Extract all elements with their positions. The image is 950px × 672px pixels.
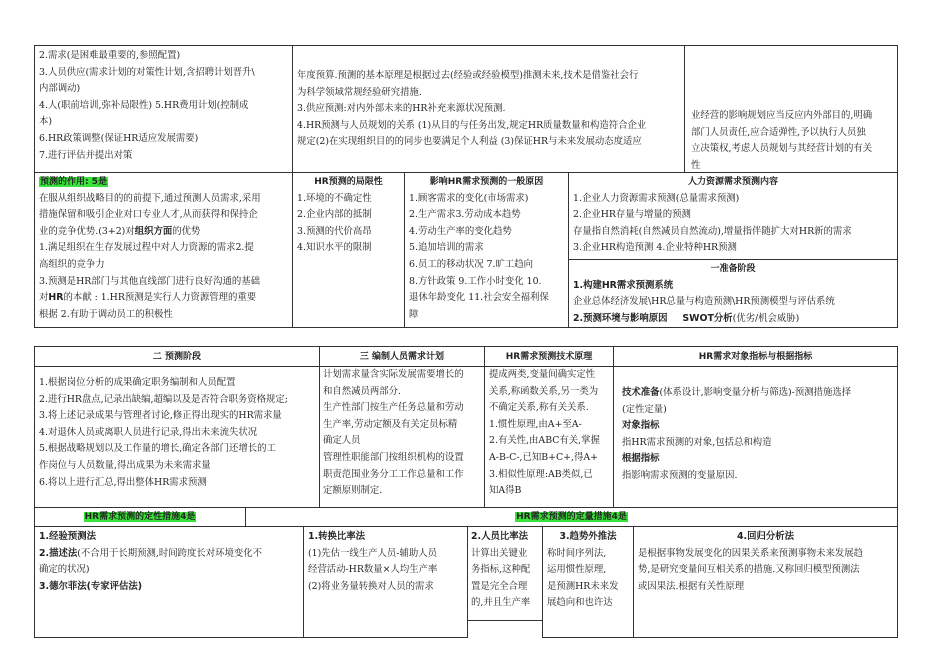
list-item: 3.预测的代价高昂 — [297, 225, 372, 237]
text-line: 指影响需求预测的变量原因. — [622, 469, 738, 481]
list-item: 4.对退休人员或离职人员进行记录,得出未来流失状况 — [39, 426, 258, 438]
bold-term: 根据指标 — [622, 453, 660, 465]
text-line: 运用惯性原理, — [547, 564, 607, 576]
list-item: 2.生产需求3.劳动成本趋势 — [409, 209, 521, 221]
text-line: 高组织的竞争力 — [39, 258, 105, 270]
text-line: 7.进行评估并提出对策 — [39, 149, 133, 161]
text-line: 部门人员责任,应合适弹性,予以执行人员独 — [691, 126, 866, 138]
text-line: 称时间序列法, — [547, 547, 607, 559]
method-title: 1.转换比率法 — [308, 531, 365, 542]
text-line: (定性定量) — [622, 403, 667, 415]
method-title: 3.趋势外推法 — [559, 531, 617, 542]
text-line: (体系设计,影响变量分析与筛选)-预测措施选择 — [659, 387, 852, 398]
text-line: 不确定关系,称有关关系. — [489, 402, 589, 414]
text-line: 的,并且生产率 — [471, 597, 531, 609]
text-line: 生产性部门按生产任务总量和劳动 — [323, 402, 464, 414]
text-line: 1.惯性原理,由A+至A- — [489, 418, 582, 430]
text-line: 6.HR政策调整(保证HR适应发展需要) — [39, 132, 199, 144]
list-item: 4.劳动生产率的变化趋势 — [409, 225, 512, 237]
list-item: 4.知识水平的限制 — [297, 242, 372, 254]
text-line: 为科学领域常规经验研究措施. — [297, 86, 422, 98]
list-item: 1.根据岗位分析的成果确定职务编制和人员配置 — [39, 377, 236, 388]
text-line: 生产率,劳动定额及有关定员标精 — [323, 418, 458, 430]
list-item: 1.构建HR需求预测系统 — [573, 279, 674, 291]
list-item: 3.企业HR构造预测 4.企业特种HR预测 — [573, 242, 737, 254]
bold-term: HR — [48, 292, 64, 304]
qualitative-methods-header — [34, 507, 246, 527]
list-item: 障 — [409, 308, 419, 320]
text-line: 确定人员 — [323, 435, 361, 447]
list-item: 存量指自然消耗(自然减员自然流动),增量指伴随扩大对HR新的需求 — [573, 225, 852, 237]
section-heading: HR预测的局限性 — [314, 177, 383, 187]
qualitative-methods-cell — [34, 526, 304, 638]
text-line: 展趋向和也许达 — [547, 597, 613, 609]
regression-analysis-cell — [633, 526, 898, 638]
list-item: 1.顾客需求的变化(市场需求) — [409, 192, 529, 204]
text-line: 关系,称函数关系,另一类为 — [489, 385, 599, 397]
list-item: 1.经验预测法 — [39, 531, 96, 542]
section-heading-highlight: 预测的作用: 5是 — [40, 177, 107, 187]
section-heading: HR需求对象指标与根据指标 — [698, 352, 813, 362]
text-line: 置是完全合理 — [471, 580, 528, 592]
section-heading: 一准备阶段 — [710, 264, 756, 274]
trend-extrapolation-cell — [542, 526, 634, 638]
text-line: 或因果法.根据有关性原理 — [638, 580, 745, 592]
preparation-stage-cell — [568, 259, 898, 328]
text-line: 计划需求量含实际发展需要增长的 — [323, 369, 464, 380]
demand-content-cell — [568, 172, 898, 260]
text-line: 1.满足组织在生存发展过程中对人力资源的需求2.提 — [39, 242, 254, 254]
list-item: 2.进行HR盘点,记录出缺编,超编以及是否符合职务资格规定; — [39, 393, 288, 405]
text-line: 管理性职能部门按组织机构的设置 — [323, 451, 464, 463]
text-line: 的优势 — [172, 225, 201, 237]
list-item: 6.员工的移动状况 7.旷工趋向 — [409, 258, 533, 270]
list-item: 退休年龄变化 11.社会安全福利保 — [409, 292, 549, 304]
top-middle-cell — [292, 45, 685, 173]
text-line: 是根据事物发展变化的因果关系来预测事物未来发展趋 — [638, 547, 864, 559]
text-line: 立决策权,考虑人员规划与其经营计划的有关 — [691, 143, 873, 155]
section-heading: HR需求预测技术原理 — [505, 352, 593, 362]
text-line: 经营活动-HR数量×人均生产率 — [308, 564, 438, 576]
text-line: 年度预算.预测的基本原理是根据过去(经验或经验模型)推测未来,技术是借鉴社会行 — [297, 70, 639, 81]
text-line: 对 — [39, 292, 49, 304]
text-line: 本) — [39, 116, 53, 128]
list-item: 5.根据战略规划以及工作量的增长,确定各部门还增长的工 — [39, 443, 276, 455]
section-heading: 人力资源需求预测内容 — [687, 177, 778, 187]
section-heading: 影响HR需求预测的一般原因 — [429, 177, 544, 187]
list-item: 1.企业人力资源需求预测(总量需求预测) — [573, 192, 740, 204]
text-line: 的本献 : 1.HR预测是实行人力资源管理的重要 — [63, 292, 257, 304]
list-item: 作岗位与人员数量,得出成果为未来需求量 — [39, 459, 211, 471]
text-line: 2.有关性,由ABC有关,掌握 — [489, 435, 600, 447]
technical-principle-cell — [484, 346, 614, 508]
text-line: 2.需求(是困难最重要的,参照配置) — [39, 50, 181, 61]
text-line: 3.供应预测:对内外部未来的HR补充来源状况预测. — [297, 103, 506, 115]
list-item: 5.追加培训的需求 — [409, 242, 484, 254]
list-item: 2.企业内部的抵制 — [297, 209, 372, 221]
text-line: 业经营的影响规划应当反应内外部目的,明确 — [691, 110, 873, 121]
text-line: 提成两类,变量间确实定性 — [489, 369, 596, 380]
text-line: (不合用于长期预测,时间跨度长对环境变化不 — [77, 547, 262, 559]
section-heading-highlight: HR需求预测的定性措施4是 — [84, 512, 196, 522]
quantitative-methods-header — [245, 507, 898, 527]
indicators-cell — [613, 346, 898, 508]
bold-term: 对象指标 — [622, 420, 660, 432]
list-item: 2.描述法 — [39, 547, 78, 559]
text-line: 是预测HR未来发 — [547, 580, 619, 592]
header-divider — [34, 366, 898, 367]
method-title: 4.回归分析法 — [737, 531, 794, 542]
text-line: 确定的状况) — [39, 564, 90, 576]
text-line: 内部调动) — [39, 83, 81, 95]
text-line: 业的竞争优势.(3+2)对 — [39, 225, 135, 237]
list-item: 1.环境的不确定性 — [297, 192, 372, 204]
text-line: 3.人员供应(需求计划的对策性计划,含招聘计划晋升\ — [39, 66, 255, 78]
text-line: 规定(2)在实现组织目的的同步也要满足个人利益 (3)保证HR与未来发展动态度适应 — [297, 136, 642, 148]
section-heading: 三 编制人员需求计划 — [359, 352, 445, 362]
bold-term: SWOT分析 — [682, 312, 733, 324]
text-line: 4.人(职前培训,弥补局限性) 5.HR费用计划(控制成 — [39, 99, 249, 111]
text-line: 职责范围业务分工工作总量和工作 — [323, 468, 464, 480]
bold-term: 技术准备 — [622, 387, 660, 398]
list-item: 3.德尔菲法(专家评估法) — [39, 580, 143, 592]
top-right-cell — [684, 45, 898, 173]
text-line: 和自然减员两部分. — [323, 385, 401, 397]
list-item: 3.将上述记录成果与管理者讨论,修正得出现实的HR需求量 — [39, 410, 282, 422]
text-line: 性 — [691, 159, 701, 171]
text-line: 4.HR预测与人员规划的关系 (1)从目的与任务出发,规定HR质量数量和构造符合企业 — [297, 119, 647, 131]
conversion-ratio-cell — [303, 526, 468, 638]
top-left-cell — [34, 45, 293, 173]
text-line: 措施保留和吸引企业对口专业人才,从而获得和保持企 — [39, 209, 258, 221]
influence-factors-cell — [404, 172, 569, 328]
text-line: 3.预测是HR部门与其他直线部门进行良好沟通的基础 — [39, 275, 261, 287]
bold-term: 组织方面 — [134, 225, 173, 237]
text-line: 定额原则制定. — [323, 485, 383, 497]
section-heading-highlight: HR需求预测的定量措施4是 — [516, 512, 627, 522]
limitations-cell — [292, 172, 405, 328]
staffing-plan-cell — [319, 346, 485, 508]
text-line: 知A得B — [489, 485, 522, 497]
text-line: (1)先估一线生产人员-辅助人员 — [308, 547, 437, 559]
text-line: 指HR需求预测的对象,包括总和构造 — [622, 436, 772, 448]
text-line: 计算出关键业 — [471, 547, 528, 559]
method-title: 2.人员比率法 — [471, 531, 528, 542]
text-line: 势,是研究变量间互相关系的措施.又称回归模型预测法 — [638, 564, 860, 576]
section-heading: 二 预测阶段 — [152, 352, 202, 362]
text-line: (优劣/机会威胁) — [732, 312, 800, 324]
text-line: 在服从组织战略目的的前提下,通过预测人员需求,采用 — [39, 192, 261, 204]
text-line: 务指标,这种配 — [471, 564, 531, 576]
list-item: 企业总体经济发展\HR总量与构造预测\HR预测模型与评估系统 — [573, 296, 835, 308]
prediction-role-cell — [34, 172, 293, 328]
staff-ratio-cell — [467, 526, 543, 621]
text-line: 根据 2.有助于调动员工的积极性 — [39, 308, 173, 320]
text-line: 3.相似性原理:AB类似,已 — [489, 468, 593, 480]
list-item: 8.方针政策 9.工作小时变化 10. — [409, 275, 542, 287]
list-item: 2.企业HR存量与增量的预测 — [573, 209, 691, 221]
list-item: 6.将以上进行汇总,得出整体HR需求预测 — [39, 476, 207, 488]
list-item: 2.预测环境与影响原因 — [573, 312, 668, 324]
text-line: A-B-C-,已知B+C+,得A+ — [489, 451, 598, 463]
prediction-stage-cell — [34, 346, 320, 508]
text-line: (2)将业务量转换对人员的需求 — [308, 580, 434, 592]
